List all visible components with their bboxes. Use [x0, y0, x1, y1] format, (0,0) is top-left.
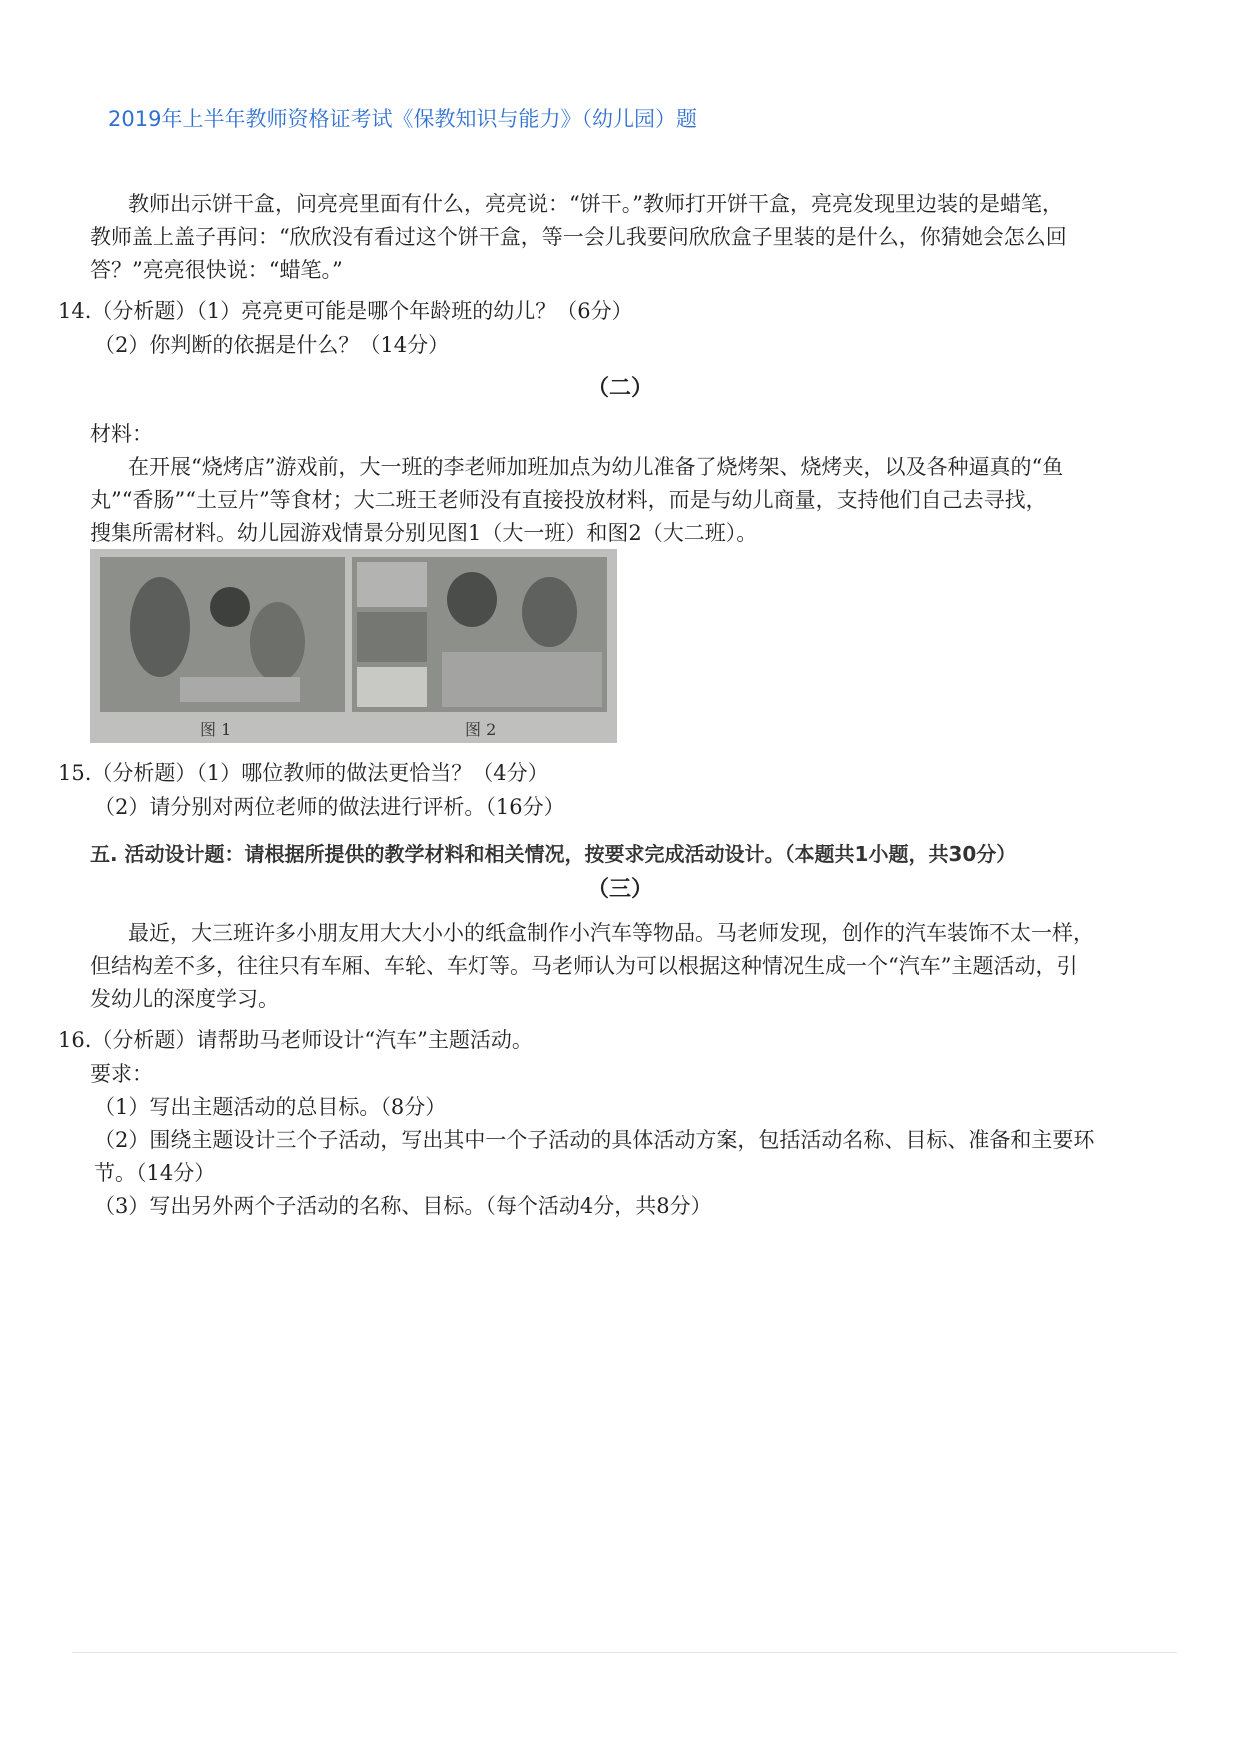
question-15-part-2: （2）请分别对两位老师的做法进行评析。（16分）: [94, 795, 565, 819]
material-label: 材料：: [90, 422, 153, 446]
passage-3-line-3: 发幼儿的深度学习。: [90, 987, 279, 1011]
requirement-2-line-2: 节。（14分）: [94, 1161, 216, 1185]
question-14: 14.（分析题）（1）亮亮更可能是哪个年龄班的幼儿？（6分）: [58, 299, 633, 323]
figure-captions: [90, 713, 617, 743]
photo-panel-1: [100, 557, 345, 712]
passage-1-line-1: 教师出示饼干盒，问亮亮里面有什么，亮亮说：“饼干。”教师打开饼干盒，亮亮发现里边装的是蜡笔，: [128, 192, 1063, 216]
question-14-part-2: （2）你判断的依据是什么？（14分）: [94, 333, 450, 357]
requirement-2-line-1: （2）围绕主题设计三个子活动，写出其中一个子活动的具体活动方案，包括活动名称、目标、准备和主要环: [94, 1128, 1095, 1152]
footer-divider: [72, 1652, 1177, 1653]
section-five-title: 五. 活动设计题：请根据所提供的教学材料和相关情况，按要求完成活动设计。（本题共1小题，共30分）: [90, 842, 1017, 866]
passage-2-line-2: 丸”“香肠”“土豆片”等食材；大二班王老师没有直接投放材料，而是与幼儿商量，支持他们自己去寻找，: [90, 488, 1047, 512]
passage-3-line-1: 最近，大三班许多小朋友用大大小小的纸盒制作小汽车等物品。马老师发现，创作的汽车装饰不太一样，: [128, 921, 1094, 945]
requirements-label: 要求：: [90, 1062, 153, 1086]
figure-1-caption: 图 1: [200, 720, 232, 739]
passage-2-line-3: 搜集所需材料。幼儿园游戏情景分别见图1（大一班）和图2（大二班）。: [90, 521, 758, 545]
passage-3-line-2: 但结构差不多，往往只有车厢、车轮、车灯等。马老师认为可以根据这种情况生成一个“汽车”主题活动，引: [90, 954, 1078, 978]
figure-2-caption: 图 2: [465, 720, 497, 739]
question-15: 15.（分析题）（1）哪位教师的做法更恰当？（4分）: [58, 761, 549, 785]
requirement-1: （1）写出主题活动的总目标。（8分）: [94, 1095, 447, 1119]
photo-figure: [90, 549, 617, 743]
passage-1-line-3: 答？”亮亮很快说：“蜡笔。”: [90, 258, 343, 282]
section-heading-3: （三）: [586, 876, 653, 902]
passage-1-line-2: 教师盖上盖子再问：“欣欣没有看过这个饼干盒，等一会儿我要问欣欣盒子里装的是什么，你猜她会怎么回: [90, 225, 1067, 249]
section-heading-2: （二）: [586, 375, 653, 401]
photo-panel-2: [352, 557, 607, 712]
requirement-3: （3）写出另外两个子活动的名称、目标。（每个活动4分，共8分）: [94, 1194, 712, 1218]
question-16: 16.（分析题）请帮助马老师设计“汽车”主题活动。: [58, 1028, 533, 1052]
exam-header: 2019年上半年教师资格证考试《保教知识与能力》（幼儿园）题: [108, 107, 697, 131]
passage-2-line-1: 在开展“烧烤店”游戏前，大一班的李老师加班加点为幼儿准备了烧烤架、烧烤夹，以及各种逼真的“鱼: [128, 455, 1064, 479]
